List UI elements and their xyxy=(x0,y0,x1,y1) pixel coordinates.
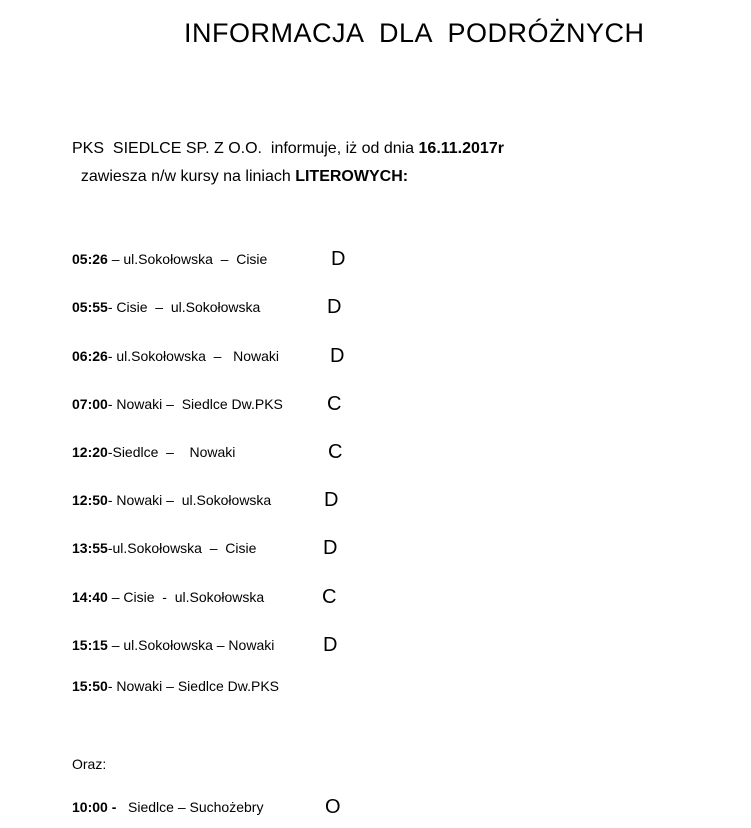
course-time: 06:26 xyxy=(72,348,108,364)
course-route: – ul.Sokołowska – Nowaki xyxy=(107,637,275,653)
course-time: 10:00 - xyxy=(72,799,117,815)
course-route: - Nowaki – ul.Sokołowska xyxy=(107,492,272,508)
course-letter: D xyxy=(330,345,345,367)
oraz-label: Oraz: xyxy=(72,756,107,772)
course-row xyxy=(72,678,279,700)
course-route: – Cisie - ul.Sokołowska xyxy=(107,589,265,605)
course-row xyxy=(72,444,235,466)
course-row xyxy=(72,637,274,659)
course-time: 15:15 xyxy=(72,637,108,653)
intro-paragraph xyxy=(72,135,682,191)
course-time: 12:50 xyxy=(72,492,108,508)
course-time: 14:40 xyxy=(72,589,108,605)
course-letter: D xyxy=(324,489,339,511)
course-letter: D xyxy=(327,296,342,318)
course-time: 05:26 xyxy=(72,251,108,267)
suspension-date: 16.11.2017r xyxy=(418,140,504,157)
course-row xyxy=(72,492,271,514)
page-title: INFORMACJA DLA PODRÓŻNYCH xyxy=(184,18,645,48)
line-type: LITEROWYCH: xyxy=(295,168,409,185)
course-route: Siedlce – Suchożebry xyxy=(116,799,264,815)
course-route: -Siedlce – Nowaki xyxy=(107,444,236,460)
course-row xyxy=(72,540,256,562)
course-route: - Nowaki – Siedlce Dw.PKS xyxy=(107,396,283,412)
course-letter: D xyxy=(331,248,346,270)
course-letter: D xyxy=(323,634,338,656)
course-row xyxy=(72,251,267,273)
course-letter: C xyxy=(322,586,337,608)
course-time: 13:55 xyxy=(72,540,108,556)
course-route: - Cisie – ul.Sokołowska xyxy=(107,299,261,315)
course-row xyxy=(72,396,283,418)
course-row xyxy=(72,348,279,370)
course-route: - Nowaki – Siedlce Dw.PKS xyxy=(107,678,279,694)
course-row xyxy=(72,799,263,821)
course-letter: O xyxy=(325,796,341,818)
course-time: 15:50 xyxy=(72,678,108,694)
intro-company-text: PKS SIEDLCE SP. Z O.O. informuje, iż od dnia xyxy=(72,140,419,157)
intro-rest-text: zawiesza n/w kursy na liniach xyxy=(72,168,296,185)
course-letter: C xyxy=(327,393,342,415)
course-time: 07:00 xyxy=(72,396,108,412)
course-letter: C xyxy=(328,441,343,463)
course-row xyxy=(72,589,264,611)
course-route: - ul.Sokołowska – Nowaki xyxy=(107,348,279,364)
course-time: 12:20 xyxy=(72,444,108,460)
course-route: – ul.Sokołowska – Cisie xyxy=(107,251,268,267)
course-letter: D xyxy=(323,537,338,559)
course-time: 05:55 xyxy=(72,299,108,315)
course-route: -ul.Sokołowska – Cisie xyxy=(107,540,257,556)
course-row xyxy=(72,299,260,321)
